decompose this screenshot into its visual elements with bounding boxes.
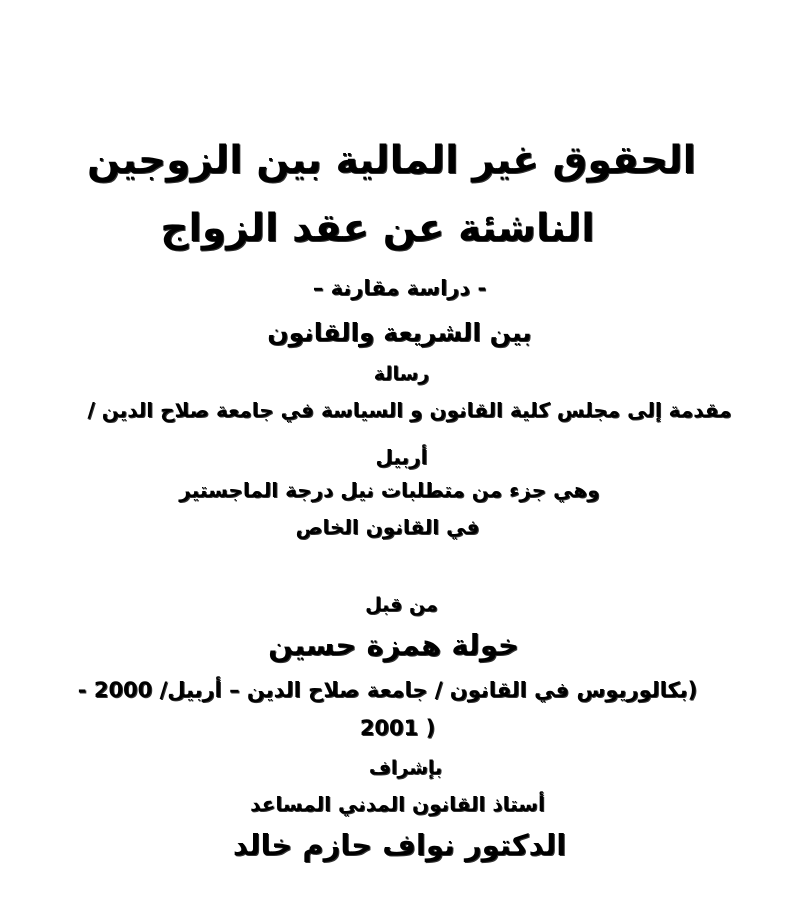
supervision-label: بإشراف — [368, 757, 443, 779]
study-type: - دراسة مقارنة – — [312, 276, 487, 300]
by-label: من قبل — [365, 594, 438, 616]
requirement-line-2: في القانون الخاص — [295, 515, 480, 539]
comparison-subtitle: بين الشريعة والقانون — [267, 318, 532, 347]
requirement-line-1: وهي جزء من متطلبات نيل درجة الماجستير — [179, 478, 600, 502]
author-degree-line-2: 2001 ) — [359, 716, 436, 740]
author-name: خولة همزة حسين — [268, 628, 519, 662]
thesis-title-line-1: الحقوق غير المالية بين الزوجين — [87, 138, 696, 183]
submitted-to-line-1: مقدمة إلى مجلس كلية القانون و السياسة في جامعة صلاح الدين / — [87, 398, 732, 422]
author-degree-line-1: (بكالوريوس في القانون / جامعة صلاح الدين – أربيل/ 2000 - — [77, 678, 698, 702]
supervisor-name: الدكتور نواف حازم خالد — [232, 828, 567, 862]
thesis-title-line-2: الناشئة عن عقد الزواج — [160, 206, 595, 251]
supervisor-title: أستاذ القانون المدني المساعد — [250, 792, 545, 816]
submitted-to-line-2: أربيل — [375, 445, 428, 469]
thesis-label: رسالة — [373, 363, 430, 385]
